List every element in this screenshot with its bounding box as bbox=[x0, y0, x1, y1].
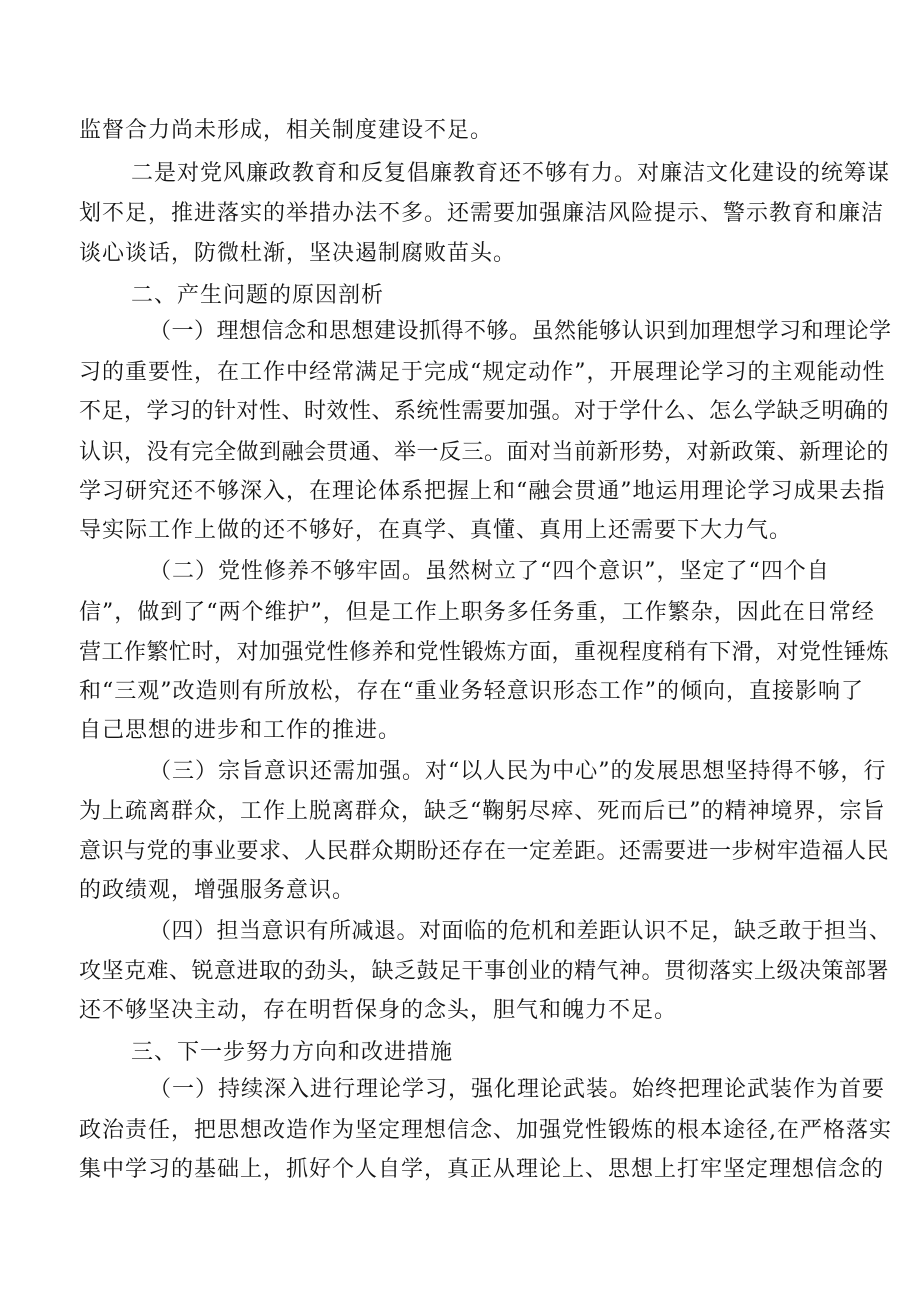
text-line: （三）宗旨意识还需加强。对“以人民为中心”的发展思想坚持得不够，行 bbox=[149, 759, 887, 784]
text-line: 监督合力尚未形成，相关制度建设不足。 bbox=[79, 118, 494, 143]
text-line: 谈心谈话，防微杜渐，坚决遏制腐败苗头。 bbox=[79, 241, 517, 266]
text-line: （二）党性修养不够牢固。虽然树立了“四个意识”，坚定了“四个自 bbox=[149, 559, 830, 584]
text-line: 导实际工作上做的还不够好，在真学、真懂、真用上还需要下大力气。 bbox=[79, 518, 793, 543]
text-line: 二是对党风廉政教育和反复倡廉教育还不够有力。对廉洁文化建设的统筹谋 bbox=[131, 161, 891, 186]
text-line: 政治责任，把思想改造作为坚定理想信念、加强党性锻炼的根本途径,在严格落实 bbox=[79, 1118, 892, 1143]
text-line: 认识，没有完全做到融会贯通、举一反三。面对当前新形势，对新政策、新理论的 bbox=[79, 440, 890, 465]
text-line: 和“三观”改造则有所放松，存在“重业务轻意识形态工作”的倾向，直接影响了 bbox=[79, 679, 864, 704]
text-line: 意识与党的事业要求、人民群众期盼还存在一定差距。还需要进一步树牢造福人民 bbox=[79, 839, 890, 864]
text-line: 自己思想的进步和工作的推进。 bbox=[79, 718, 402, 743]
text-line: 不足，学习的针对性、时效性、系统性需要加强。对于学什么、怎么学缺乏明确的 bbox=[79, 399, 890, 424]
text-line: 信”，做到了“两个维护”，但是工作上职务多任务重，工作繁杂，因此在日常经 bbox=[79, 600, 875, 625]
text-line: 集中学习的基础上，抓好个人自学，真正从理论上、思想上打牢坚定理想信念的 bbox=[79, 1157, 885, 1182]
text-line: （一）理想信念和思想建设抓得不够。虽然能够认识到加理想学习和理论学 bbox=[149, 319, 892, 344]
text-line: （四）担当意识有所减退。对面临的危机和差距认识不足，缺乏敢于担当、 bbox=[149, 919, 892, 944]
text-line: 攻坚克难、锐意进取的劲头，缺乏鼓足干事创业的精气神。贯彻落实上级决策部署 bbox=[79, 959, 890, 984]
section-heading: 三、下一步努力方向和改进措施 bbox=[131, 1040, 454, 1065]
text-line: （一）持续深入进行理论学习，强化理论武装。始终把理论武装作为首要 bbox=[149, 1077, 886, 1102]
text-line: 营工作繁忙时，对加强党性修养和党性锻炼方面，重视程度稍有下滑，对党性锤炼 bbox=[79, 640, 890, 665]
text-line: 还不够坚决主动，存在明哲保身的念头，胆气和魄力不足。 bbox=[79, 998, 678, 1023]
text-line: 为上疏离群众，工作上脱离群众，缺乏“鞠躬尽瘁、死而后已”的精神境界，宗旨 bbox=[79, 799, 886, 824]
text-line: 的政绩观，增强服务意识。 bbox=[79, 878, 356, 903]
section-heading: 二、产生问题的原因剖析 bbox=[131, 283, 385, 308]
text-line: 习的重要性，在工作中经常满足于完成“规定动作”，开展理论学习的主观能动性 bbox=[79, 360, 886, 385]
text-line: 学习研究还不够深入，在理论体系把握上和“融会贯通”地运用理论学习成果去指 bbox=[79, 479, 886, 504]
text-line: 划不足，推进落实的举措办法不多。还需要加强廉洁风险提示、警示教育和廉洁 bbox=[79, 201, 885, 226]
